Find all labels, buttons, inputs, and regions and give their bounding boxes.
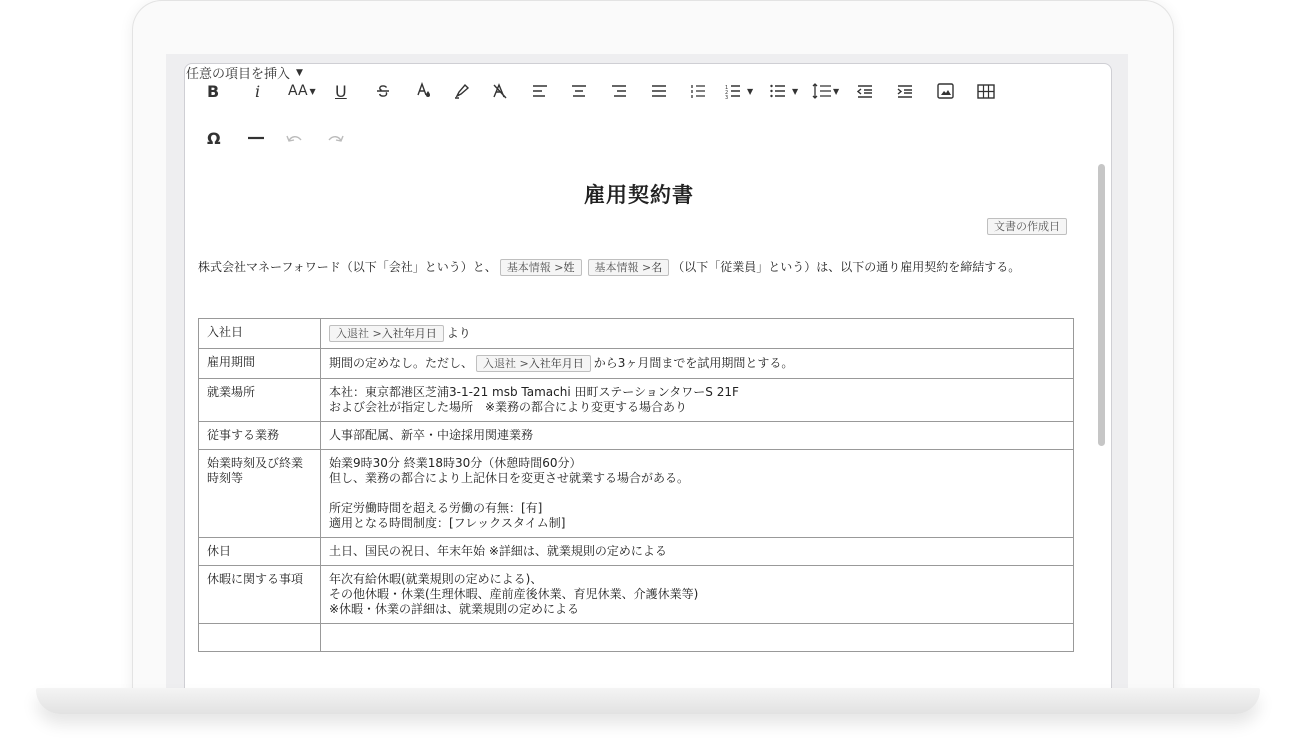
chip-category: 基本情報 > [506, 261, 564, 274]
highlight-button[interactable] [453, 80, 471, 102]
table-row [199, 450, 1074, 538]
chip-category: 入退社 > [483, 357, 529, 370]
row-line: 適用となる時間制度：[フレックスタイム制] [329, 516, 566, 530]
indent-button[interactable] [897, 80, 913, 102]
row-label: 就業場所 [199, 379, 321, 422]
row-label: 従事する業務 [199, 422, 321, 450]
caret-down-icon: ▼ [309, 86, 316, 96]
row-label: 休日 [199, 538, 321, 566]
italic-label: i [255, 81, 261, 101]
row-line: および会社が指定した場所 ※業務の都合により変更する場合あり [329, 400, 688, 414]
row-line: 本社：東京都港区芝浦3-1-21 msb Tamachi 田町ステーションタワーS 21F [329, 385, 739, 399]
justify-button[interactable] [651, 80, 667, 102]
row-text: より [446, 326, 471, 340]
insert-field-label: 任意の項目を挿入 [186, 67, 291, 82]
font-size-label: AA [288, 83, 308, 99]
row-line: 所定労働時間を超える労働の有無：[有] [329, 501, 543, 515]
creation-date-field-chip[interactable]: 文書の作成日 [987, 218, 1067, 235]
chip-field: 入社年月日 [381, 327, 437, 340]
row-line: ※休暇・休業の詳細は、就業規則の定めによる [329, 602, 580, 616]
row-value [321, 379, 1074, 422]
list-spacing-button[interactable] [690, 80, 706, 102]
given-name-field-chip[interactable] [588, 259, 670, 276]
outdent-button[interactable] [857, 80, 873, 102]
row-value [321, 624, 1074, 652]
row-label: 入社日 [199, 319, 321, 349]
caret-down-icon: ▼ [296, 67, 303, 78]
redo-icon [328, 132, 344, 144]
clear-format-button[interactable] [492, 80, 508, 102]
redo-button[interactable] [328, 127, 344, 149]
special-character-button[interactable] [207, 127, 221, 149]
row-label: 雇用期間 [199, 349, 321, 379]
row-label: 休暇に関する事項 [199, 566, 321, 624]
horizontal-rule-button[interactable] [248, 127, 264, 149]
row-text: から3ヶ月間までを試用期間とする。 [593, 356, 794, 370]
row-value [321, 566, 1074, 624]
chip-field: 入社年月日 [528, 357, 584, 370]
svg-text:1: 1 [725, 84, 729, 91]
align-center-button[interactable] [571, 80, 587, 102]
table-row [199, 379, 1074, 422]
italic-button[interactable] [255, 80, 260, 102]
strikethrough-icon [375, 83, 391, 99]
laptop-base [36, 688, 1260, 714]
align-right-icon [611, 84, 627, 98]
hire-date-field-chip[interactable] [329, 325, 444, 342]
table-row [199, 319, 1074, 349]
row-line: 年次有給休暇(就業規則の定めによる)、 [329, 572, 543, 586]
row-value: 人事部配属、新卒・中途採用関連業務 [321, 422, 1074, 450]
table-row [199, 538, 1074, 566]
contract-terms-table [198, 318, 1074, 652]
indent-icon [897, 84, 913, 99]
chip-category: 基本情報 > [594, 261, 652, 274]
row-label [199, 624, 321, 652]
row-value: 土日、国民の祝日、年末年始 ※詳細は、就業規則の定めによる [321, 538, 1074, 566]
align-left-button[interactable] [532, 80, 548, 102]
clear-format-icon [492, 82, 508, 100]
intro-text-1: 株式会社マネーフォワード（以下「会社」という）と、 [198, 260, 497, 274]
caret-down-icon: ▼ [833, 86, 840, 96]
insert-table-button[interactable] [977, 80, 995, 102]
horizontal-line-icon [248, 136, 264, 140]
row-label: 始業時刻及び終業時刻等 [199, 450, 321, 538]
document-scrollbar[interactable] [1096, 160, 1108, 690]
line-height-dropdown[interactable] [812, 80, 839, 102]
hire-date-field-chip[interactable] [476, 355, 591, 372]
justify-icon [651, 84, 667, 98]
text-color-icon [415, 82, 433, 100]
chip-field: 名 [651, 261, 663, 274]
svg-text:2: 2 [725, 89, 729, 96]
undo-icon [286, 132, 302, 144]
bullet-list-icon [770, 84, 786, 99]
chip-field: 姓 [563, 261, 575, 274]
row-value [321, 450, 1074, 538]
list-lines-icon [690, 84, 706, 99]
font-size-dropdown[interactable] [288, 80, 316, 102]
svg-text:3: 3 [725, 94, 729, 99]
align-center-icon [571, 84, 587, 98]
intro-text-2: （以下「従業員」という）は、以下の通り雇用契約を締結する。 [672, 260, 1021, 274]
intro-paragraph [198, 258, 1074, 276]
strikethrough-button[interactable] [375, 80, 391, 102]
table-row [199, 349, 1074, 379]
row-value [321, 319, 1074, 349]
line-height-icon [812, 83, 832, 99]
table-icon [977, 84, 995, 99]
row-text: 期間の定めなし。ただし、 [329, 356, 474, 370]
row-value [321, 349, 1074, 379]
highlighter-icon [453, 82, 471, 100]
document-title: 雇用契約書 [584, 183, 694, 207]
ordered-list-dropdown[interactable] [725, 80, 753, 102]
underline-button[interactable] [335, 80, 347, 102]
caret-down-icon: ▼ [792, 86, 799, 96]
bold-label: B [207, 81, 220, 101]
underline-label: U [335, 81, 347, 101]
bullet-list-dropdown[interactable] [770, 80, 798, 102]
surname-field-chip[interactable] [500, 259, 582, 276]
caret-down-icon: ▼ [747, 86, 754, 96]
row-line: その他休暇・休業(生理休暇、産前産後休業、育児休業、介護休業等) [329, 587, 699, 601]
insert-image-button[interactable] [937, 80, 954, 102]
editor-toolbar [185, 64, 1111, 164]
table-row [199, 566, 1074, 624]
row-line: 但し、業務の都合により上記休日を変更させ就業する場合がある。 [329, 471, 690, 485]
align-left-icon [532, 84, 548, 98]
omega-label: Ω [207, 128, 221, 148]
align-right-button[interactable] [611, 80, 627, 102]
table-row [199, 422, 1074, 450]
ordered-list-icon [725, 84, 741, 99]
outdent-icon [857, 84, 873, 99]
row-line: 始業9時30分 終業18時30分（休憩時間60分） [329, 456, 582, 470]
table-row [199, 624, 1074, 652]
insert-field-dropdown[interactable] [186, 63, 303, 82]
font-color-button[interactable] [415, 80, 433, 102]
scrollbar-thumb[interactable] [1098, 164, 1105, 446]
undo-button[interactable] [286, 127, 302, 149]
chip-category: 入退社 > [336, 327, 382, 340]
image-icon [937, 83, 954, 99]
bold-button[interactable] [207, 80, 219, 102]
